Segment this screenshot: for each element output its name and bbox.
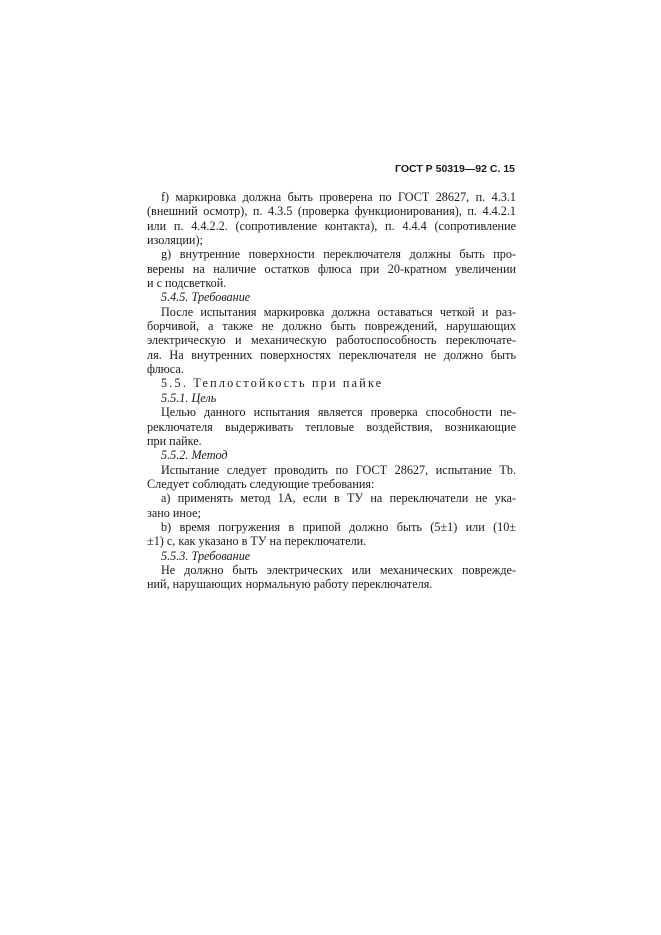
- paragraph-line: b) время погружения в припой должно быть (5±1) или (10±: [161, 519, 516, 534]
- paragraph-line: g) внутренние поверхности переключателя должны быть про-: [161, 247, 516, 262]
- paragraph-line: ний, нарушающих нормальную работу переключателя.: [147, 577, 433, 592]
- paragraph-line: Целью данного испытания является проверка способности пе-: [161, 405, 516, 420]
- paragraph-line: f) маркировка должна быть проверена по ГОСТ 28627, п. 4.3.1: [161, 190, 516, 204]
- page-header: ГОСТ Р 50319—92 С. 15: [395, 163, 515, 175]
- section-heading: 5.5.1. Цель: [161, 390, 217, 405]
- paragraph-line: борчивой, а также не должно быть повреждений, нарушающих: [147, 319, 516, 334]
- paragraph-line: Испытание следует проводить по ГОСТ 28627, испытание Tb.: [161, 462, 516, 477]
- paragraph-line: (внешний осмотр), п. 4.3.5 (проверка функционирования), п. 4.4.2.1: [147, 204, 516, 219]
- paragraph-line: при пайке.: [147, 433, 202, 448]
- section-heading: 5.5.2. Метод: [161, 448, 228, 463]
- section-heading: 5.5. Теплостойкость при пайке: [161, 376, 384, 391]
- paragraph-line: После испытания маркировка должна оставаться четкой и раз-: [161, 304, 516, 319]
- paragraph-line: реключателя выдерживать тепловые воздействия, возникающие: [147, 419, 516, 434]
- document-body: [147, 190, 516, 592]
- paragraph-line: верены на наличие остатков флюса при 20-кратном увеличении: [147, 261, 516, 276]
- paragraph-line: Не должно быть электрических или механических поврежде-: [161, 562, 516, 577]
- paragraph-line: зано иное;: [147, 505, 201, 520]
- section-heading: 5.5.3. Требование: [161, 548, 251, 563]
- paragraph-line: ±1) с, как указано в ТУ на переключатели.: [147, 534, 367, 549]
- section-heading: 5.4.5. Требование: [161, 290, 251, 305]
- paragraph-line: ля. На внутренних поверхностях переключателя не должно быть: [147, 347, 516, 362]
- paragraph-line: a) применять метод 1А, если в ТУ на переключатели не ука-: [161, 491, 516, 506]
- paragraph-line: Следует соблюдать следующие требования:: [147, 476, 375, 491]
- paragraph-line: или п. 4.4.2.2. (сопротивление контакта), п. 4.4.4 (сопротивление: [147, 218, 516, 233]
- paragraph-line: флюса.: [147, 362, 184, 377]
- paragraph-line: изоляции);: [147, 233, 203, 248]
- paragraph-line: и с подсветкой.: [147, 276, 227, 291]
- paragraph-line: электрическую и механическую работоспособность переключате-: [147, 333, 516, 348]
